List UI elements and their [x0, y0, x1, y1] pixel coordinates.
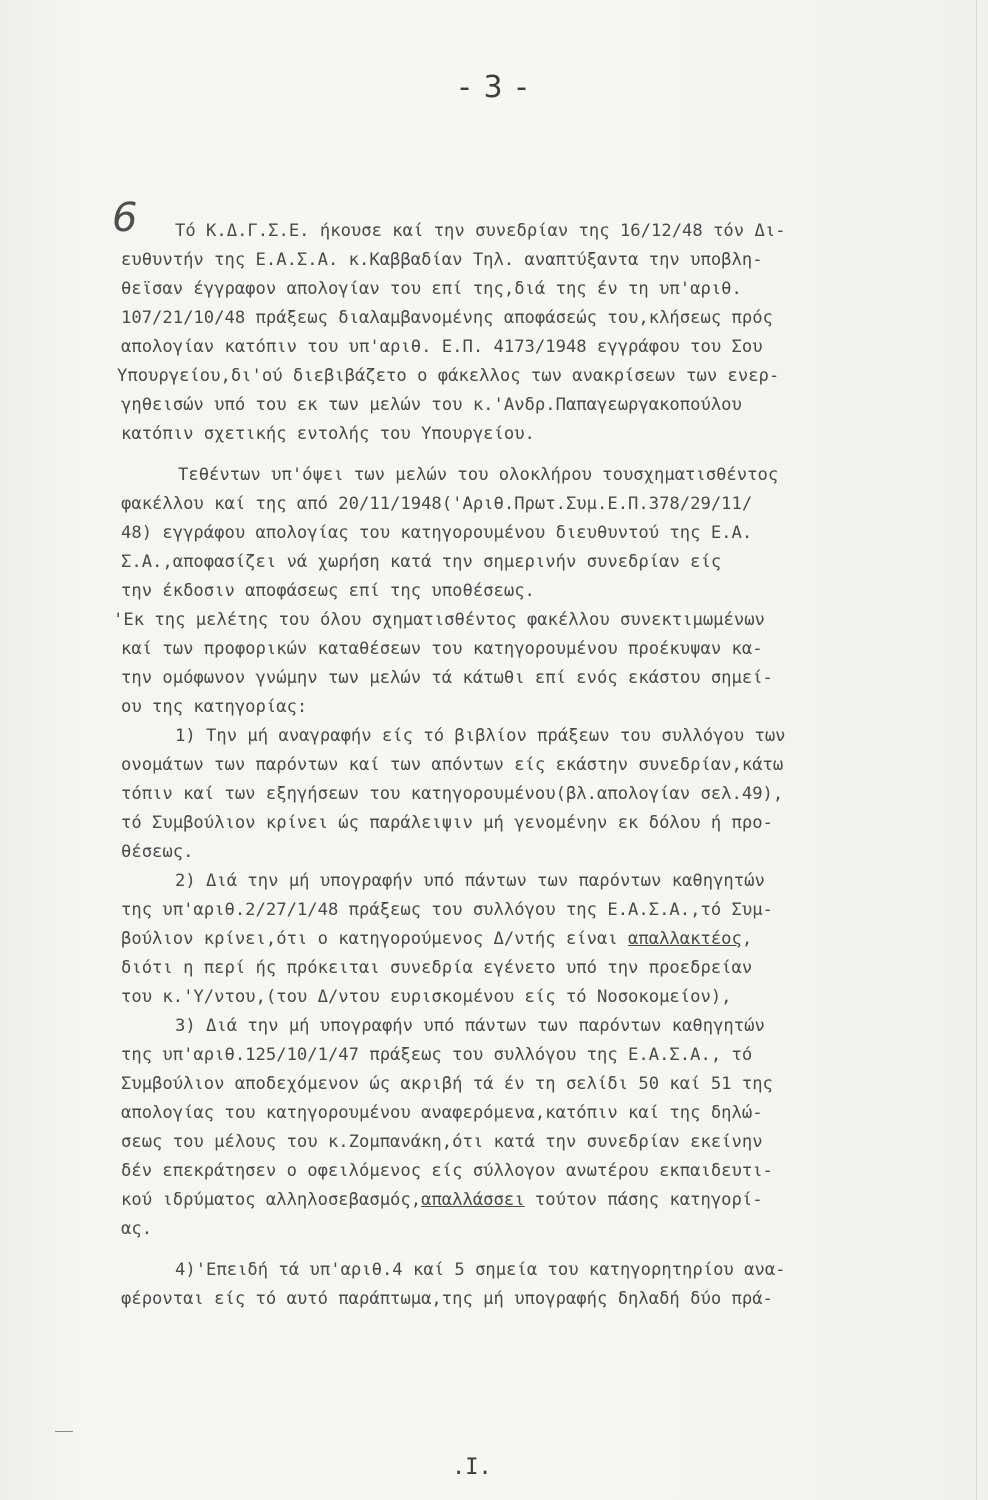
- text-line: της υπ'αριθ.125/10/1/47 πράξεως του συλλόγου της Ε.Α.Σ.Α., τό: [121, 1045, 753, 1065]
- text-line: ας.: [121, 1219, 153, 1239]
- underlined-word: απαλλακτέος: [628, 929, 742, 949]
- text-line: 4)'Επειδή τά υπ'αριθ.4 καί 5 σημεία του κατηγορητηρίου ανα-: [175, 1260, 786, 1280]
- text-line: Τό Κ.Δ.Γ.Σ.Ε. ήκουσε καί την συνεδρίαν της 16/12/48 τόν Δι-: [175, 221, 786, 241]
- text-line: την έκδοσιν αποφάσεως επί της υποθέσεως.: [121, 581, 535, 601]
- text-segment: ,: [741, 929, 753, 949]
- underlined-word: απαλλάσσει: [421, 1190, 525, 1210]
- text-line: του κ.'Υ/ντου,(του Δ/ντου ευρισκομένου είς τό Νοσοκομείον),: [121, 987, 732, 1007]
- text-line: 107/21/10/48 πράξεως διαλαμβανομένης αποφάσεώς του,κλήσεως πρός: [121, 308, 773, 328]
- text-line: 3) Διά την μή υπογραφήν υπό πάντων των παρόντων καθηγητών: [175, 1016, 765, 1036]
- text-line: ου της κατηγορίας:: [121, 697, 308, 717]
- text-line: φέρονται είς τό αυτό παράπτωμα,της μή υπογραφής δηλαδή δύο πρά-: [121, 1289, 773, 1309]
- text-line: διότι η περί ής πρόκειται συνεδρία εγένετο υπό την προεδρείαν: [121, 958, 753, 978]
- text-line: ονομάτων των παρόντων καί των απόντων είς εκάστην συνεδρίαν,κάτω: [121, 755, 784, 775]
- text-line: σεως του μέλους του κ.Ζομπανάκη,ότι κατά την συνεδρίαν εκείνην: [121, 1132, 763, 1152]
- text-line: φακέλλου καί της από 20/11/1948('Αριθ.Πρωτ.Συμ.Ε.Π.378/29/11/: [121, 494, 753, 514]
- text-line: καί των προφορικών καταθέσεων του κατηγορουμένου προέκυψαν κα-: [121, 639, 763, 659]
- text-line: απολογίας του κατηγορουμένου αναφερόμενα,κατόπιν καί της δηλώ-: [121, 1103, 763, 1123]
- text-line: την ομόφωνον γνώμην των μελών τά κάτωθι επί ενός εκάστου σημεί-: [121, 668, 773, 688]
- text-line: 48) εγγράφου απολογίας του κατηγορουμένου διευθυντού της Ε.Α.: [121, 523, 753, 543]
- page-edge-line: [976, 0, 977, 1500]
- margin-handwritten-mark: 6: [112, 195, 138, 241]
- text-line: κατόπιν σχετικής εντολής του Υπουργείου.: [121, 424, 535, 444]
- continuation-mark: .I.: [452, 1455, 492, 1480]
- text-line: 2) Διά την μή υπογραφήν υπό πάντων των παρόντων καθηγητών: [175, 871, 765, 891]
- text-line: Συμβούλιον αποδεχόμενον ώς ακριβή τά έν τη σελίδι 50 καί 51 της: [121, 1074, 773, 1094]
- text-line: [121, 1185, 763, 1215]
- text-segment: κού ιδρύματος αλληλοσεβασμός,: [121, 1190, 422, 1210]
- text-line: 'Εκ της μελέτης του όλου σχηματισθέντος φακέλλου συνεκτιμωμένων: [113, 610, 765, 630]
- text-line: τόπιν καί των εξηγήσεων του κατηγορουμένου(βλ.απολογίαν σελ.49),: [121, 784, 784, 804]
- page-number: - 3 -: [459, 70, 529, 105]
- text-line: απολογίαν κατόπιν του υπ'αριθ. Ε.Π. 4173/1948 εγγράφου του Σου: [121, 337, 763, 357]
- text-segment: τούτον πάσης κατηγορί-: [524, 1190, 763, 1210]
- text-line: ευθυντήν της Ε.Α.Σ.Α. κ.Καββαδίαν Τηλ. αναπτύξαντα την υποβλη-: [121, 250, 763, 270]
- text-line: 1) Την μή αναγραφήν είς τό βιβλίον πράξεων του συλλόγου των: [175, 726, 786, 746]
- text-line: της υπ'αριθ.2/27/1/48 πράξεως του συλλόγου της Ε.Α.Σ.Α.,τό Συμ-: [121, 900, 773, 920]
- text-line: [121, 924, 752, 954]
- text-line: θέσεως.: [121, 842, 194, 862]
- text-line: Τεθέντων υπ'όψει των μελών του ολοκλήρου τουσχηματισθέντος: [178, 465, 779, 485]
- text-line: Υπουργείου,δι'ού διεβιβάζετο ο φάκελλος των ανακρίσεων των ενερ-: [117, 366, 780, 386]
- text-line: δέν επεκράτησεν ο οφειλόμενος είς σύλλογον ανωτέρου εκπαιδευτι-: [121, 1161, 773, 1181]
- margin-dash: [55, 1431, 73, 1432]
- text-line: γηθεισών υπό του εκ των μελών του κ.'Ανδρ.Παπαγεωργακοπούλου: [121, 395, 742, 415]
- text-segment: βούλιον κρίνει,ότι ο κατηγορούμενος Δ/ντής είναι: [121, 929, 629, 949]
- text-line: Σ.Α.,αποφασίζει νά χωρήση κατά την σημερινήν συνεδρίαν είς: [121, 552, 722, 572]
- text-line: τό Συμβούλιον κρίνει ώς παράλειψιν μή γενομένην εκ δόλου ή προ-: [121, 813, 773, 833]
- text-line: θεϊσαν έγγραφον απολογίαν του επί της,διά της έν τη υπ'αριθ.: [121, 279, 742, 299]
